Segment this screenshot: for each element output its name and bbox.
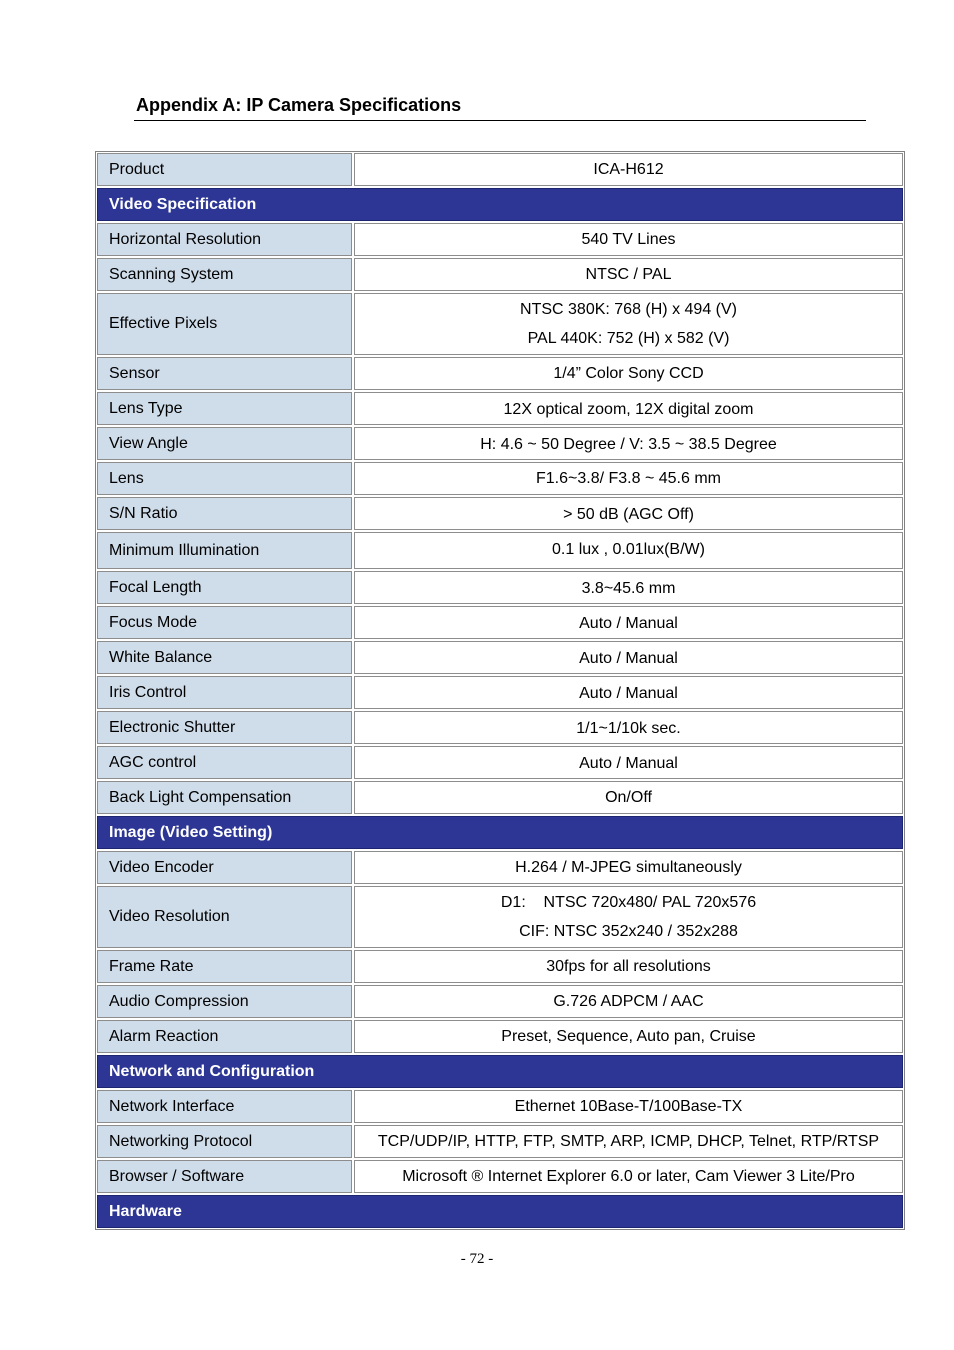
spec-value-line: ICA-H612 — [593, 161, 664, 178]
spec-value — [354, 532, 903, 569]
spec-label: Video Resolution — [97, 886, 352, 948]
spec-label: Horizontal Resolution — [97, 223, 352, 256]
spec-value-line: Auto / Manual — [579, 650, 678, 667]
spec-label: Lens Type — [97, 392, 352, 425]
table-row — [97, 462, 903, 495]
spec-value — [354, 676, 903, 709]
spec-value-line: H.264 / M-JPEG simultaneously — [515, 859, 742, 876]
spec-label: Browser / Software — [97, 1160, 352, 1193]
spec-value-line: 12X optical zoom, 12X digital zoom — [503, 401, 754, 418]
spec-value-line: CIF: NTSC 352x240 / 352x288 — [519, 923, 738, 940]
spec-value-line: F1.6~3.8/ F3.8 ~ 45.6 mm — [536, 470, 721, 487]
spec-label: Audio Compression — [97, 985, 352, 1018]
spec-value — [354, 153, 903, 186]
table-row — [97, 392, 903, 425]
spec-value — [354, 1125, 903, 1158]
spec-label: S/N Ratio — [97, 497, 352, 530]
table-row — [97, 746, 903, 779]
spec-value-line: TCP/UDP/IP, HTTP, FTP, SMTP, ARP, ICMP, DHCP, Telnet, RTP/RTSP — [377, 1133, 880, 1150]
spec-label: Iris Control — [97, 676, 352, 709]
spec-value — [354, 781, 903, 814]
section-header: Hardware — [97, 1195, 903, 1228]
spec-label: Video Encoder — [97, 851, 352, 884]
table-row — [97, 851, 903, 884]
spec-value — [354, 258, 903, 291]
spec-label: Frame Rate — [97, 950, 352, 983]
table-row — [97, 1020, 903, 1053]
section-header: Video Specification — [97, 188, 903, 221]
spec-value — [354, 851, 903, 884]
spec-value — [354, 886, 903, 948]
spec-value-line: 3.8~45.6 mm — [581, 580, 676, 597]
spec-label: Focal Length — [97, 571, 352, 604]
spec-value — [354, 950, 903, 983]
spec-value — [354, 1020, 903, 1053]
spec-label: Product — [97, 153, 352, 186]
spec-value — [354, 462, 903, 495]
table-row — [97, 357, 903, 390]
spec-label: Lens — [97, 462, 352, 495]
spec-value — [354, 1090, 903, 1123]
spec-value-line: D1: NTSC 720x480/ PAL 720x576 — [500, 894, 757, 911]
table-row — [97, 781, 903, 814]
spec-value-line: 0.1 lux , 0.01lux(B/W) — [552, 541, 705, 558]
spec-value-line: Microsoft ® Internet Explorer 6.0 or later, Cam Viewer 3 Lite/Pro — [402, 1168, 855, 1185]
section-header-row — [97, 1195, 903, 1228]
table-row — [97, 606, 903, 639]
appendix-title: Appendix A: IP Camera Specifications — [136, 95, 462, 115]
section-header-row — [97, 1055, 903, 1088]
spec-value-line: NTSC 380K: 768 (H) x 494 (V) — [520, 301, 737, 318]
table-row — [97, 153, 903, 186]
spec-label: Alarm Reaction — [97, 1020, 352, 1053]
spec-label: Minimum Illumination — [97, 532, 352, 569]
spec-value-line: 1/4” Color Sony CCD — [553, 365, 704, 382]
table-row — [97, 532, 903, 569]
table-row — [97, 223, 903, 256]
section-header-row — [97, 188, 903, 221]
spec-value — [354, 1160, 903, 1193]
table-row — [97, 497, 903, 530]
spec-value — [354, 711, 903, 744]
spec-value-line: 540 TV Lines — [581, 231, 676, 248]
spec-label: Effective Pixels — [97, 293, 352, 355]
spec-label: Sensor — [97, 357, 352, 390]
spec-value — [354, 571, 903, 604]
spec-value-line: PAL 440K: 752 (H) x 582 (V) — [527, 330, 730, 347]
spec-label: Back Light Compensation — [97, 781, 352, 814]
page-number: - 72 - — [460, 1251, 494, 1267]
spec-value — [354, 223, 903, 256]
spec-value — [354, 293, 903, 355]
spec-label: White Balance — [97, 641, 352, 674]
table-row — [97, 886, 903, 948]
spec-value — [354, 357, 903, 390]
spec-label: Networking Protocol — [97, 1125, 352, 1158]
table-row — [97, 711, 903, 744]
table-row — [97, 950, 903, 983]
spec-value-line: Ethernet 10Base-T/100Base-TX — [514, 1098, 743, 1115]
spec-label: View Angle — [97, 427, 352, 460]
spec-label: AGC control — [97, 746, 352, 779]
spec-value-line: Auto / Manual — [579, 615, 678, 632]
spec-value-line: Auto / Manual — [579, 685, 678, 702]
spec-label: Scanning System — [97, 258, 352, 291]
table-row — [97, 258, 903, 291]
spec-label: Electronic Shutter — [97, 711, 352, 744]
spec-value — [354, 985, 903, 1018]
table-row — [97, 985, 903, 1018]
spec-value-line: Auto / Manual — [579, 755, 678, 772]
spec-value-line: G.726 ADPCM / AAC — [553, 993, 704, 1010]
appendix-heading — [134, 93, 866, 121]
spec-value-line: 30fps for all resolutions — [546, 958, 711, 975]
spec-value-line: 1/1~1/10k sec. — [576, 720, 681, 737]
spec-value — [354, 427, 903, 460]
spec-value-line: Preset, Sequence, Auto pan, Cruise — [501, 1028, 756, 1045]
spec-value — [354, 746, 903, 779]
table-row — [97, 293, 903, 355]
spec-value — [354, 641, 903, 674]
spec-label: Network Interface — [97, 1090, 352, 1123]
spec-value — [354, 497, 903, 530]
section-header: Network and Configuration — [97, 1055, 903, 1088]
spec-value-line: On/Off — [605, 789, 652, 806]
table-row — [97, 1160, 903, 1193]
table-row — [97, 641, 903, 674]
spec-value-line: NTSC / PAL — [585, 266, 672, 283]
spec-value-line: H: 4.6 ~ 50 Degree / V: 3.5 ~ 38.5 Degree — [480, 436, 777, 453]
table-row — [97, 1125, 903, 1158]
table-row — [97, 676, 903, 709]
spec-label: Focus Mode — [97, 606, 352, 639]
spec-value-line: > 50 dB (AGC Off) — [563, 506, 694, 523]
table-row — [97, 571, 903, 604]
section-header-row — [97, 816, 903, 849]
table-row — [97, 1090, 903, 1123]
table-row — [97, 427, 903, 460]
section-header: Image (Video Setting) — [97, 816, 903, 849]
spec-table — [95, 151, 905, 1230]
spec-value — [354, 392, 903, 425]
spec-value — [354, 606, 903, 639]
